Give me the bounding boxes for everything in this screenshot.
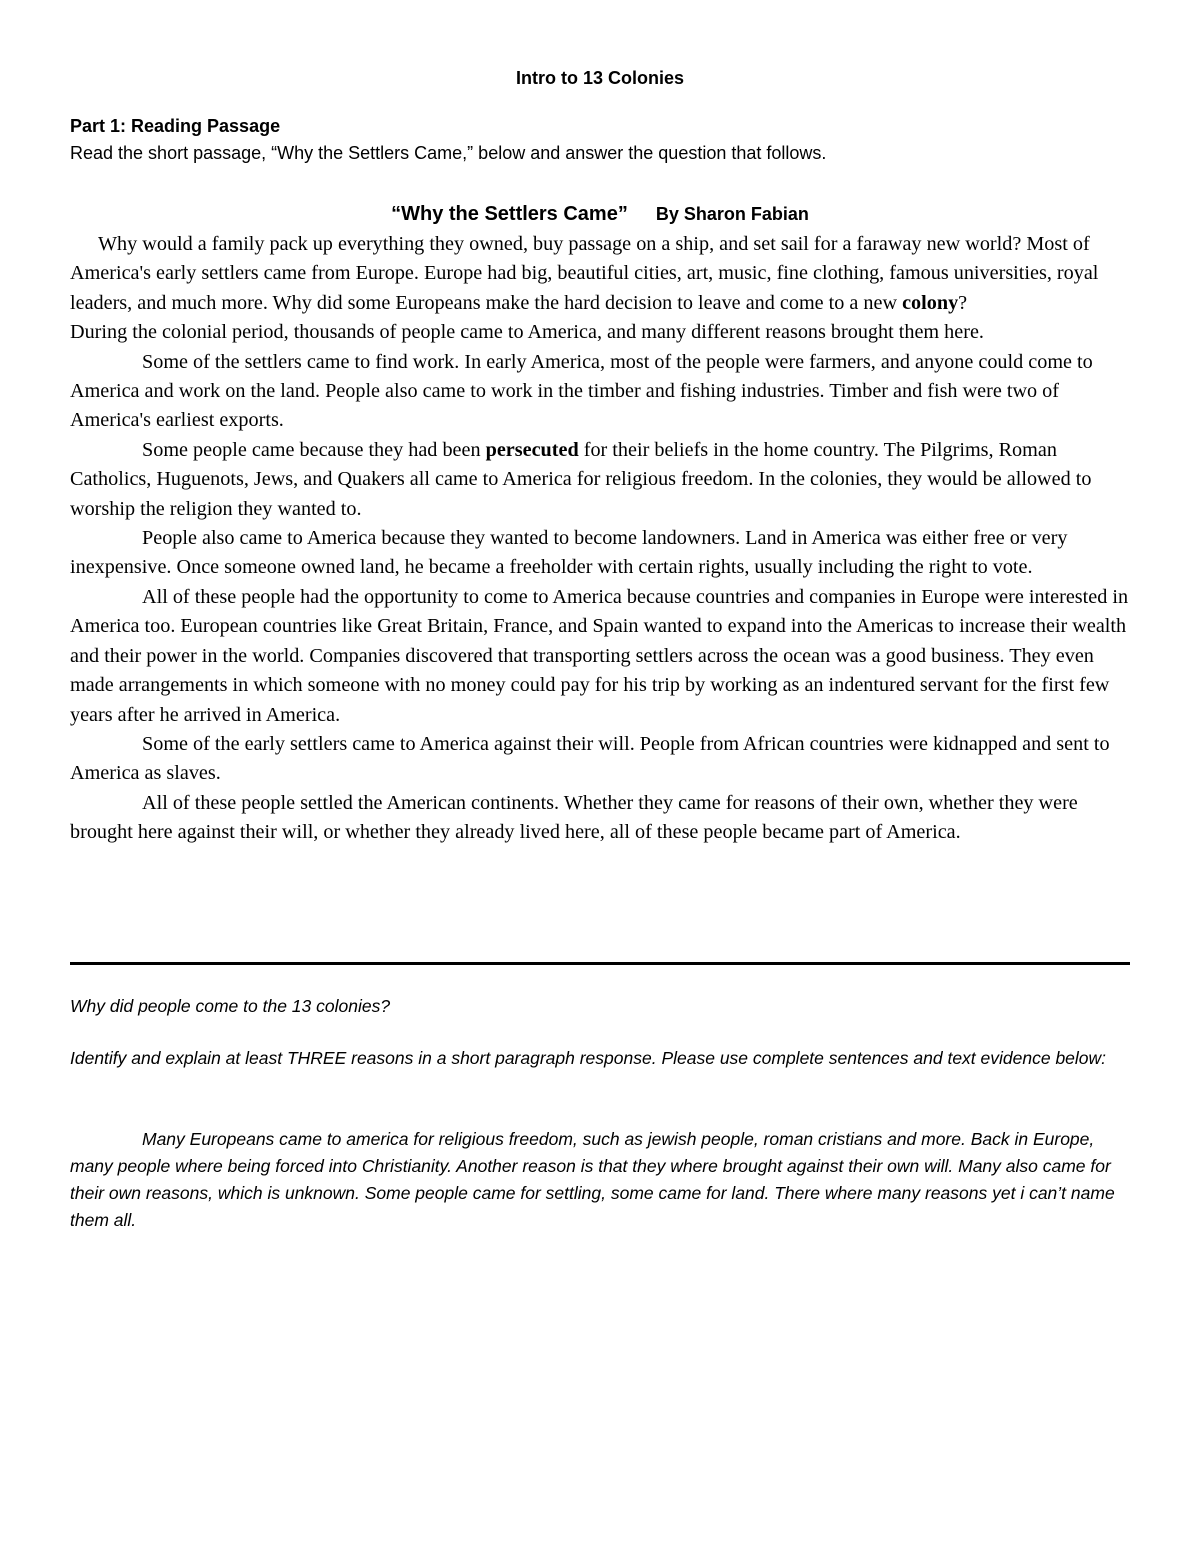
passage-header [0,203,1200,226]
passage-author: By Sharon Fabian [655,204,809,224]
passage-paragraph: All of these people had the opportunity to come to America because countries and companies in Europe were interested in America too. European countries like Great Britain, France, and Spain wanted to expand into the Americas to increase their wealth and their power in the world. Companies discovered that transporting settlers across the ocean was a good business. They even made arrangements in which someone with no money could pay for his trip by working as an indentured servant for the first few years after he arrived in America. [70,585,1129,726]
paragraph-text: Some people came because they had been [142,438,486,461]
passage-paragraph: During the colonial period, thousands of people came to America, and many different reasons brought them here. [70,321,984,344]
reading-passage [70,230,1136,848]
passage-paragraph: Some of the settlers came to find work. In early America, most of the people were farmers, and anyone could come to America and work on the land. People also came to work in the timber and fishing industries. Timber and fish were two of America's earliest exports. [70,350,1093,432]
document-title: Intro to 13 Colonies [515,68,684,88]
vocabulary-term-persecuted: persecuted [485,438,579,461]
paragraph-text: for their beliefs in the home country. The Pilgrims, Roman Catholics, Huguenots, Jews, and Quakers all came to America for religious freedom. In the colonies, they would be allowed to worship the religion they wanted to. [70,438,1092,520]
section-divider [70,962,1130,965]
passage-paragraph: All of these people settled the American continents. Whether they came for reasons of their own, whether they were brought here against their will, or whether they already lived here, all of these people became part of America. [70,791,1078,844]
paragraph-text: Why would a family pack up everything they owned, buy passage on a ship, and set sail for a faraway new world? Most of America's early settlers came from Europe. Europe had big, beautiful cities, art, music, fine clothing, famous universities, royal leaders, and much more. Why did some Europeans make the hard decision to leave and come to a new [70,233,1099,314]
part-heading: Part 1: Reading Passage [70,116,281,136]
passage-paragraph: Some of the early settlers came to America against their will. People from African countries were kidnapped and sent to America as slaves. [70,732,1110,785]
passage-paragraph [70,230,1136,318]
passage-paragraph: People also came to America because they wanted to become landowners. Land in America was either free or very inexpensive. Once someone owned land, he became a freeholder with certain rights, usually including the right to vote. [70,527,1068,579]
passage-paragraph [70,436,1136,524]
question-instructions: Identify and explain at least THREE reasons in a short paragraph response. Please use complete sentences and text evidence below: [70,1048,1107,1068]
instructions: Read the short passage, “Why the Settlers Came,” below and answer the question that follows. [70,143,827,163]
paragraph-text: ? [958,291,968,314]
vocabulary-term-colony: colony [902,291,959,314]
passage-title: “Why the Settlers Came” [391,203,628,225]
question-prompt: Why did people come to the 13 colonies? [70,996,391,1016]
student-response[interactable]: Many Europeans came to america for religious freedom, such as jewish people, roman cristians and more. Back in Europe, many people where being forced into Christianity. Another reason is that they where brought against their own will. Many also came for their own reasons, which is unknown. Some people came for settling, some came for land. There where many reasons yet i can’t name them all. [70,1129,1115,1230]
